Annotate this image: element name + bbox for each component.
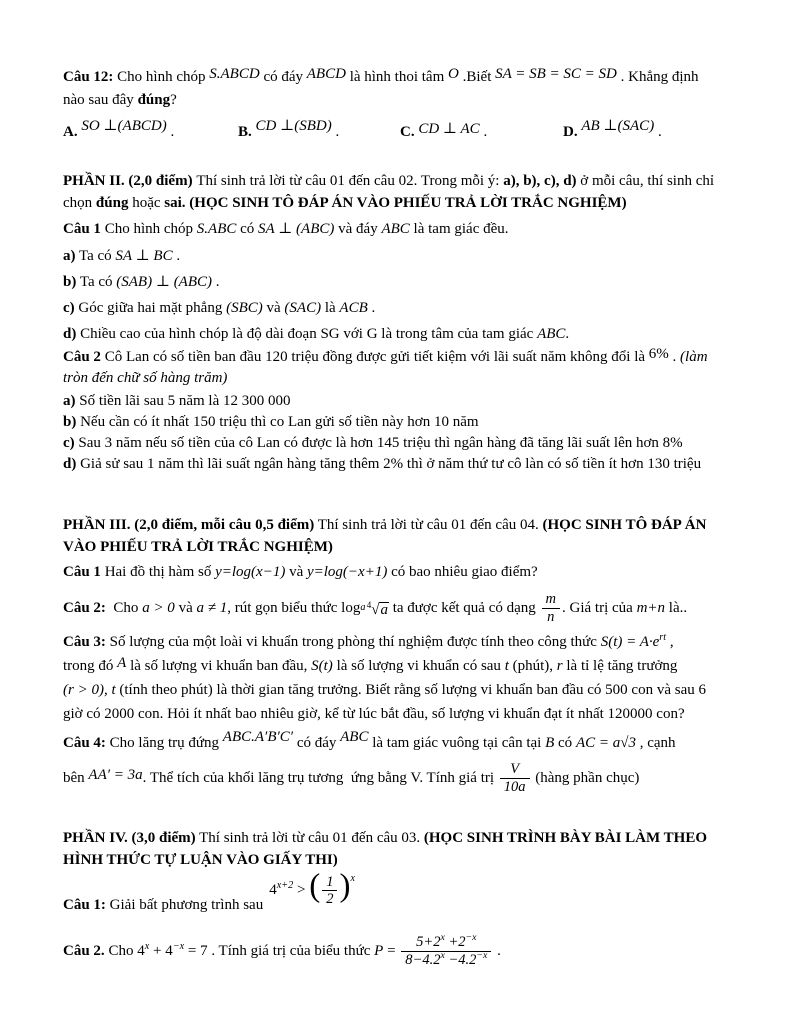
- part2-q2-b: b) Nếu cần có ít nhất 150 triệu thì co Lan gửi số tiền này hơn 10 năm: [63, 414, 479, 430]
- part2-q2-line2: tròn đến chữ số hàng trăm): [63, 370, 228, 386]
- part3-q4-line2: bên AA′ = 3a. Thể tích của khối lăng trụ tương ứng bằng V. Tính giá trị $\frac{V}{10a}$ (hàng phần chục): [63, 761, 640, 795]
- fraction-1-over-2: [320, 874, 339, 907]
- option-d: D. AB ⊥(SAC) .: [563, 118, 662, 140]
- part2-q1-c: c) Góc giữa hai mặt phẳng (SBC) và (SAC) là ACB .: [63, 300, 376, 316]
- fraction-numerator: 1: [326, 874, 334, 890]
- part3-q3-line3: (r > 0), t (tính theo phút) là thời gian tăng trưởng. Biết rằng số lượng vi khuẩn ban đầu có 500 con và sau 6: [63, 682, 706, 698]
- part2-q1: Câu 1 Cho hình chóp S.ABC có SA ⊥ (ABC) và đáy ABC là tam giác đều.: [63, 221, 509, 237]
- radical-fourth-root: $^4$√a: [366, 600, 388, 618]
- part2-q1-d: d) Chiều cao của hình chóp là độ dài đoạn SG với G là trong tâm của tam giác ABC.: [63, 326, 570, 342]
- part-iii-heading-line2: VÀO PHIẾU TRẢ LỜI TRẮC NGHIỆM): [63, 539, 333, 555]
- part4-q1: Câu 1: Giải bất phương trình $sau4^{x+2}$ > ( $\frac{1}{2}$ )$^x$: [63, 868, 355, 914]
- fraction-denominator: n: [542, 608, 560, 625]
- part-iv-heading-line2: HÌNH THỨC TỰ LUẬN VÀO GIẤY THI): [63, 852, 338, 868]
- part4-q2: Câu 2. Cho $4^x + 4^{-x} = 7$ . Tính giá trị của biểu thức P = $\frac{5+2^x +2^{-x}}{8-4.2^x -4.2^{-x}}$ .: [63, 932, 501, 968]
- part2-q2-d: d) Giả sử sau 1 năm thì lãi suất ngân hàng tăng thêm 2% thì ở năm thứ tư cô làn có số tiền ít hơn 130 triệu: [63, 456, 702, 472]
- part2-q2-a: a) Số tiền lãi sau 5 năm là 12 300 000: [63, 393, 291, 409]
- part2-q1-a: a) Ta có SA ⊥ BC .: [63, 248, 181, 264]
- option-a: A. SO ⊥(ABCD) .: [63, 118, 175, 140]
- open-paren: (: [309, 868, 321, 905]
- fraction-denominator: $8-4.2^x -4.2^{-x}$: [401, 951, 491, 968]
- fraction-denominator: 10a: [500, 778, 530, 795]
- part2-q2-line1: Câu 2 Cô Lan có số tiền ban đầu 120 triệu đồng được gửi tiết kiệm với lãi suất năm không đổi là 6% . (làm: [63, 346, 708, 365]
- part-ii-heading-line2: chọn đúng hoặc sai. (HỌC SINH TÔ ĐÁP ÁN VÀO PHIẾU TRẢ LỜI TRẮC NGHIỆM): [63, 195, 627, 211]
- part-ii-heading-line1: PHẦN II. (2,0 điểm) Thí sinh trả lời từ câu 01 đến câu 02. Trong mỗi ý: a), b), c), d) ở mỗi câu, thí sinh chỉ: [63, 173, 715, 189]
- fraction-P-expression: [399, 934, 493, 967]
- part2-q2-c: c) Sau 3 năm nếu số tiền của cô Lan có được là hơn 145 triệu thì ngân hàng đã tăng lãi suất lên hơn 8%: [63, 435, 683, 451]
- option-c: C. CD ⊥ AC .: [400, 121, 488, 140]
- part3-q3-line2: trong đó A là số lượng vi khuẩn ban đầu, S(t) là số lượng vi khuẩn có sau t (phút), r là tỉ lệ tăng trưởng: [63, 655, 678, 674]
- sqrt-symbol: √: [371, 602, 380, 618]
- option-b: B. CD ⊥(SBD) .: [238, 118, 340, 140]
- greater-than-sign: >: [293, 882, 310, 899]
- question-12-line1: Câu 12: Cho hình chóp S.ABCD có đáy ABCD là hình thoi tâm O .Biết SA = SB = SC = SD . Khẳng định: [63, 66, 699, 85]
- fraction-numerator: V: [510, 761, 520, 778]
- exponent: x: [350, 873, 355, 885]
- part-iii-heading-line1: PHẦN III. (2,0 điểm, mỗi câu 0,5 điểm) Thí sinh trả lời từ câu 01 đến câu 04. (HỌC SINH TÔ ĐÁP ÁN: [63, 517, 707, 533]
- inequality-formula: $4^{x+2}$ > ( $\frac{1}{2}$ )$^x$: [269, 868, 355, 908]
- part3-q2: Câu 2: Cho a > 0 và a ≠ 1, rút gọn biểu thức log a $^4$√a ta được kết quả có dạng $\frac{m}{n}$ . Giá trị của m+n là..: [63, 591, 688, 625]
- part3-q1: Câu 1 Hai đồ thị hàm số y=log(x−1) và y=log(−x+1) có bao nhiêu giao điểm?: [63, 564, 538, 580]
- fraction-numerator: $5+2^x +2^{-x}$: [416, 932, 477, 951]
- fraction-m-over-n: [540, 591, 562, 624]
- part2-q1-b: b) Ta có (SAB) ⊥ (ABC) .: [63, 274, 220, 290]
- fraction-V-over-10a: [498, 761, 532, 794]
- part3-q4-line1: Câu 4: Cho lăng trụ đứng ABC.A′B′C′ có đáy ABC là tam giác vuông tại cân tại B có AC = a√3 , cạnh: [63, 729, 676, 751]
- part3-q3-line1: Câu 3: Số lượng của một loài vi khuẩn trong phòng thí nghiệm được tính theo công thức $S(t) = A\cdot e^{rt}$ ,: [63, 632, 674, 650]
- part3-q3-line4: giờ có 2000 con. Hỏi ít nhất bao nhiêu giờ, kể từ lúc bắt đầu, số lượng vi khuẩn đạt ít nhất 120000 con?: [63, 706, 685, 722]
- question-12-line2: nào sau đây đúng?: [63, 92, 177, 108]
- close-paren: ): [339, 868, 351, 905]
- question-12-options: [63, 120, 742, 145]
- fraction-denominator: 2: [322, 890, 337, 907]
- fraction-numerator: m: [545, 591, 557, 608]
- part-iv-heading-line1: PHẦN IV. (3,0 điểm) Thí sinh trả lời từ câu 01 đến câu 03. (HỌC SINH TRÌNH BÀY BÀI LÀM THEO: [63, 830, 707, 846]
